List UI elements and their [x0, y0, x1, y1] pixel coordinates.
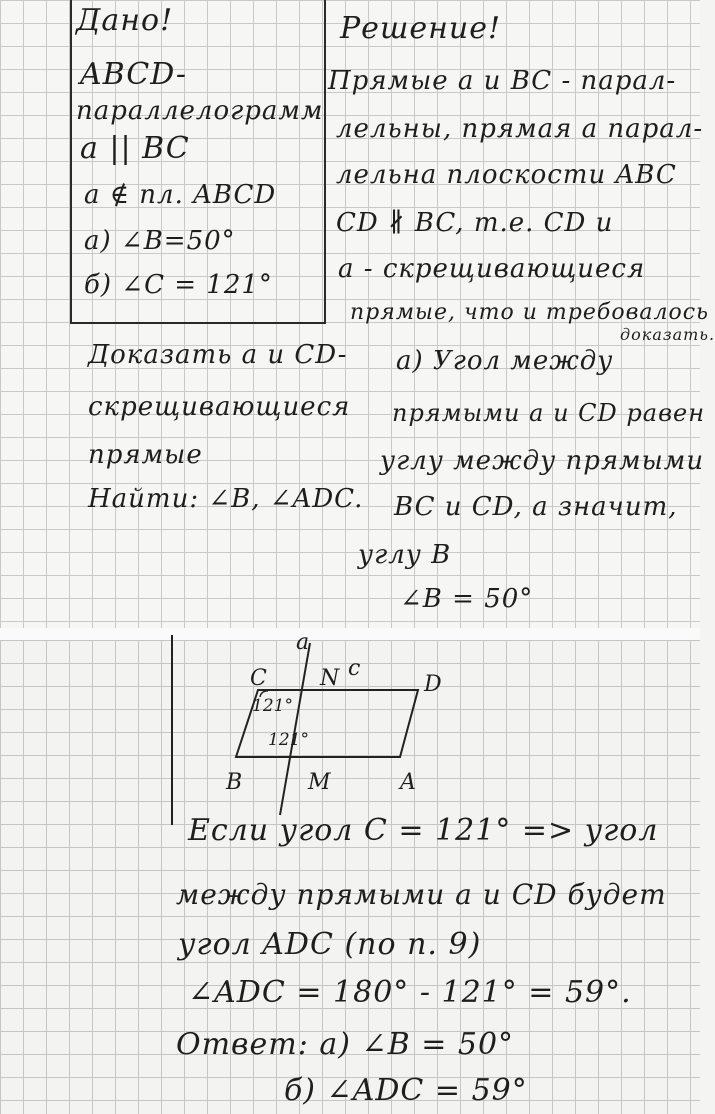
solution-line: CD ∦ BC, т.е. CD и	[336, 208, 614, 238]
given-line: a ∉ пл. ABCD	[84, 180, 277, 210]
prove-line: Доказать a и CD-	[88, 340, 348, 370]
prove-line: скрещивающиеся	[88, 392, 351, 422]
answer-a: Ответ: а) ∠B = 50°	[176, 1027, 515, 1062]
conclusion-line: Если угол C = 121° => угол	[188, 813, 659, 848]
angle-label-bottom: 121°	[268, 730, 309, 750]
solution-line: a - скрещивающиеся	[338, 254, 646, 284]
part-a-line: углу B	[358, 540, 452, 570]
proven-note: доказать.	[620, 325, 715, 344]
label-a: a	[296, 630, 310, 655]
label-a-vertex: A	[400, 770, 416, 795]
part-a-line: а) Угол между	[396, 346, 614, 376]
given-line: б) ∠C = 121°	[84, 270, 273, 300]
prove-line: прямые	[88, 440, 203, 470]
part-a-line: углу между прямыми	[380, 446, 705, 476]
solution-line: лельны, прямая a парал-	[336, 114, 704, 144]
calc-line: ∠ADC = 180° - 121° = 59°.	[188, 975, 632, 1010]
find-line: Найти: ∠B, ∠ADC.	[88, 484, 364, 514]
line-a	[280, 643, 310, 815]
conclusion-line: угол ADC (по п. 9)	[178, 927, 482, 962]
parallelogram-figure	[150, 635, 470, 835]
given-line: ABCD-	[80, 57, 187, 92]
label-n: N	[320, 666, 340, 691]
conclusion-line: между прямыми a и CD будет	[176, 878, 667, 911]
given-line: а) ∠B=50°	[84, 226, 236, 256]
solution-line: прямые, что и требовалось	[350, 300, 710, 325]
given-line: a || BC	[80, 131, 190, 166]
given-header: Дано!	[76, 3, 174, 38]
part-a-line: прямыми a и CD равен	[392, 399, 706, 427]
solution-line: лельна плоскости ABC	[336, 160, 677, 190]
label-c: C	[250, 666, 267, 691]
solution-header: Решение!	[340, 11, 502, 46]
answer-b: б) ∠ADC = 59°	[284, 1073, 528, 1108]
part-a-result: ∠B = 50°	[400, 584, 534, 614]
solution-line: Прямые a и BC - парал-	[328, 66, 677, 96]
label-c-line: c	[348, 656, 361, 681]
given-line: параллелограмм	[76, 96, 324, 126]
angle-label-top: 121°	[252, 696, 293, 716]
label-d: D	[424, 672, 442, 697]
label-m: M	[308, 770, 331, 795]
part-a-line: BC и CD, а значит,	[394, 492, 678, 522]
label-b: B	[226, 770, 243, 795]
